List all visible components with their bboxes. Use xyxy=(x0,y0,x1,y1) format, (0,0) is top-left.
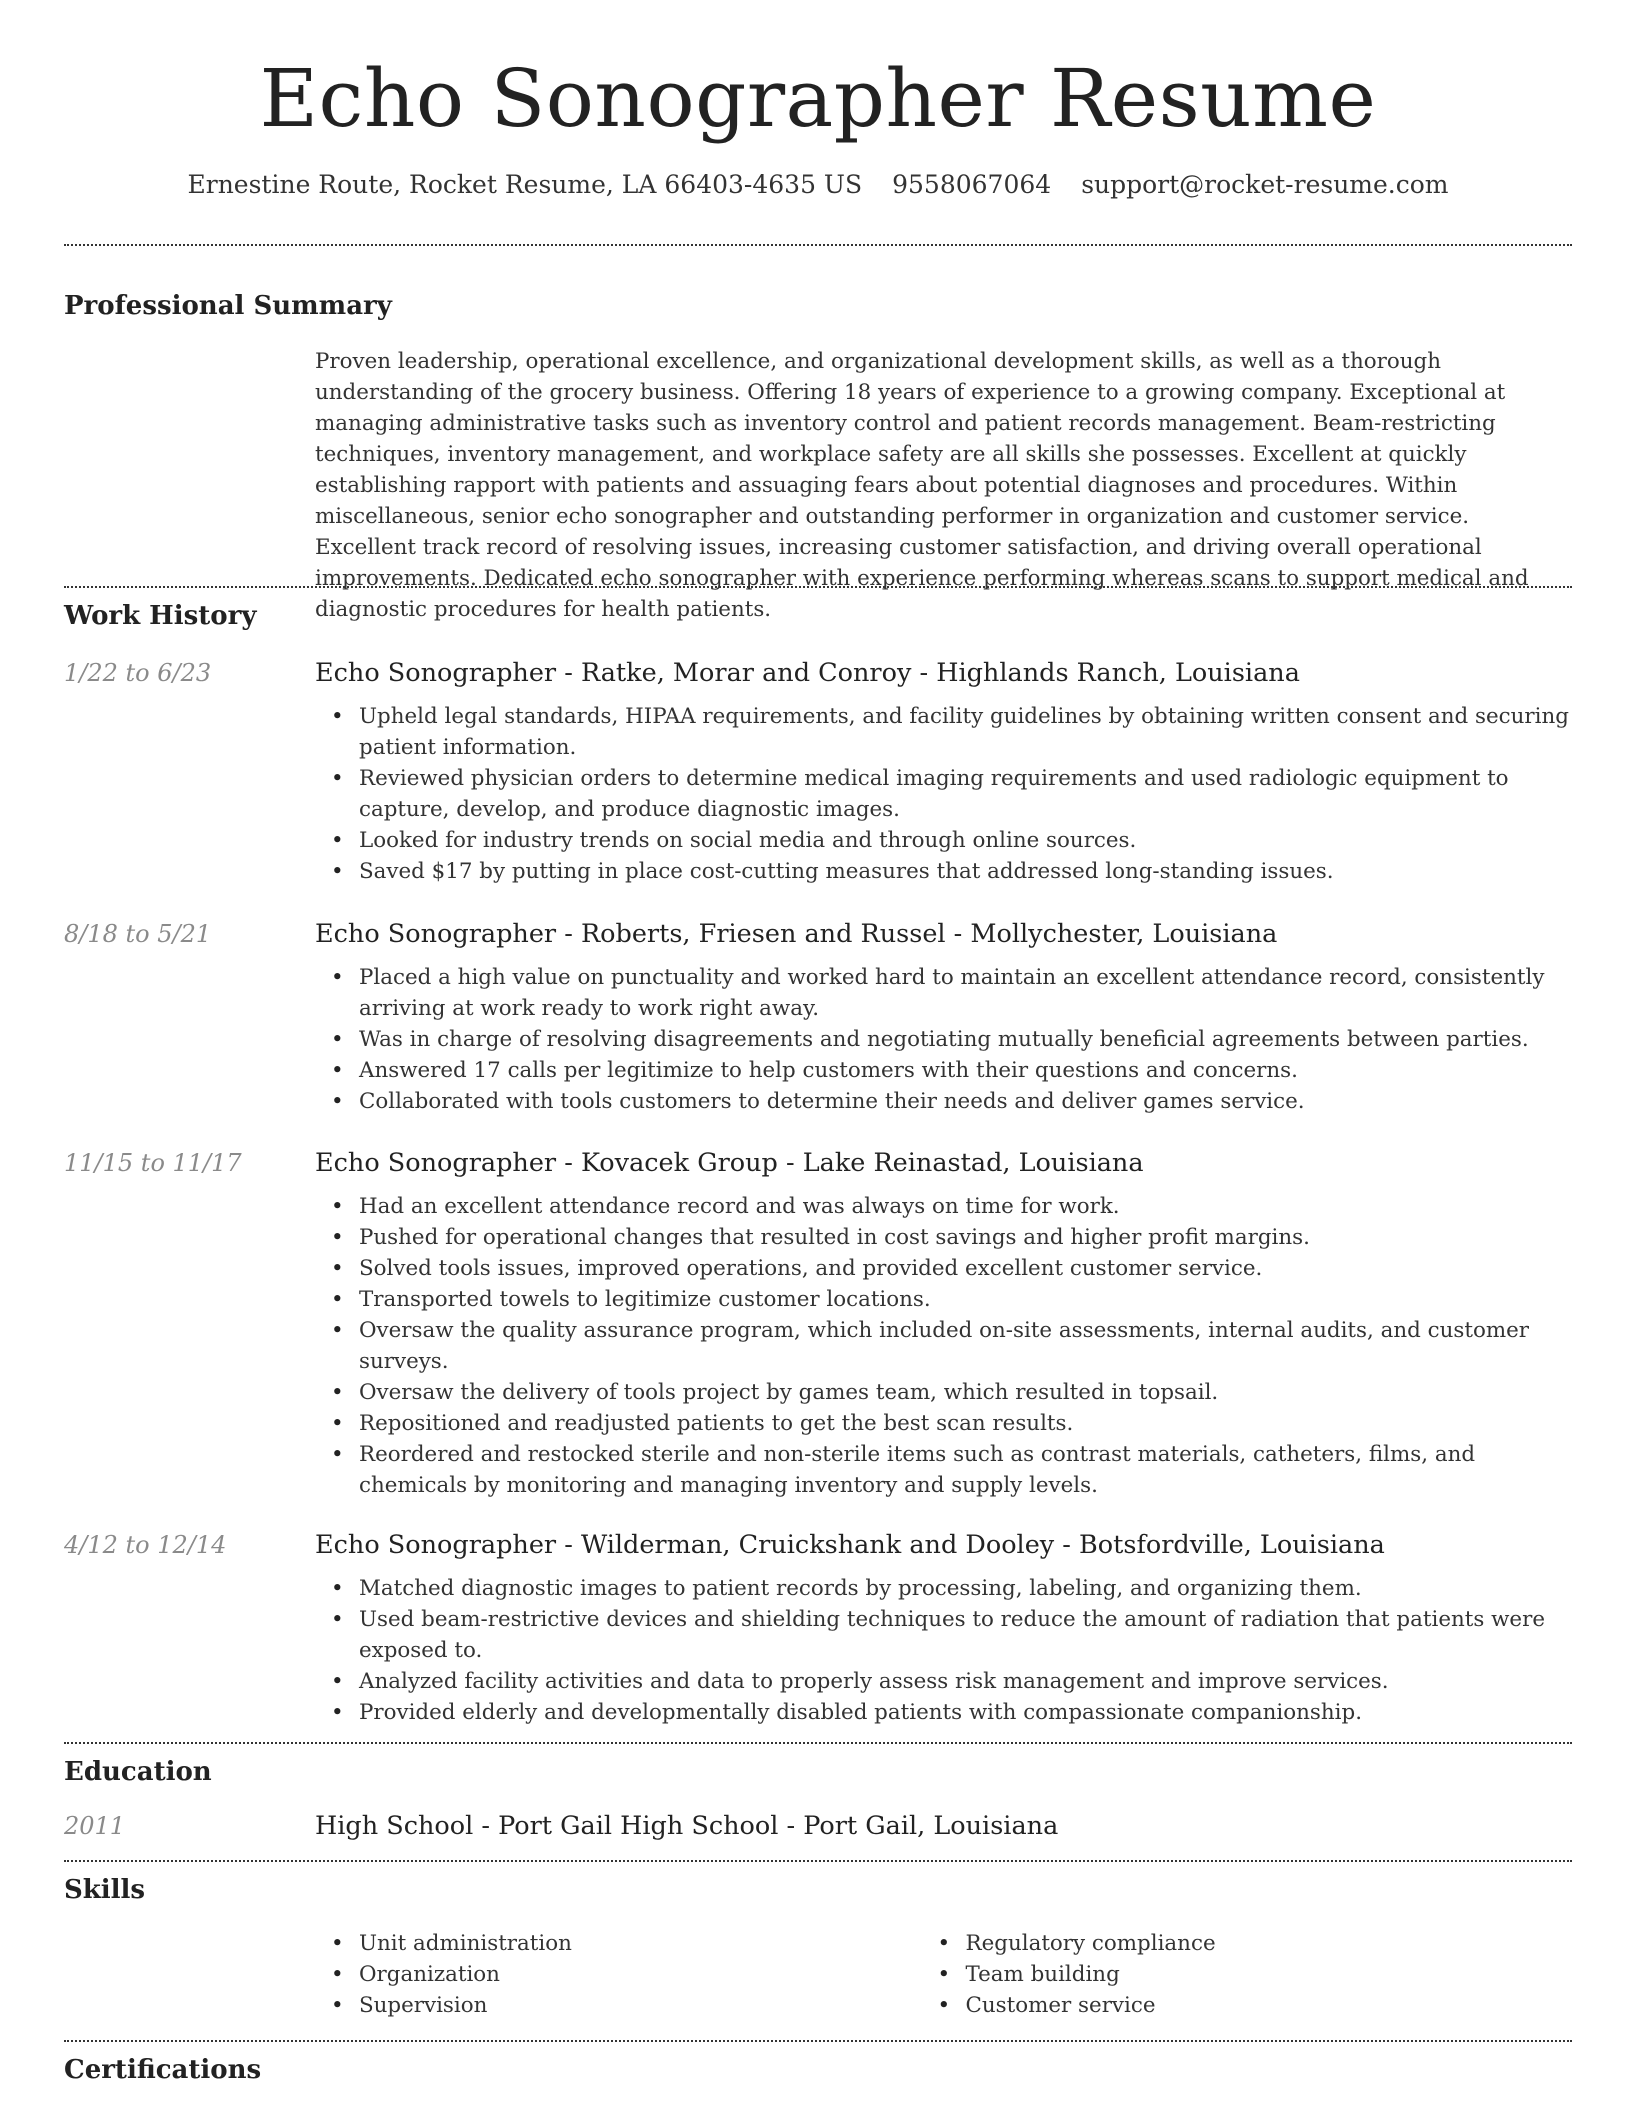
job-bullet: • Oversaw the delivery of tools project by games team, which resulted in topsail. xyxy=(359,1377,1577,1408)
skill-item: • Regulatory compliance xyxy=(966,1928,1573,1959)
job-entry xyxy=(64,653,1572,887)
divider xyxy=(64,1742,1572,1744)
job-bullet: • Had an excellent attendance record and was always on time for work. xyxy=(359,1191,1577,1222)
job-bullet: • Used beam-restrictive devices and shielding techniques to reduce the amount of radiation that patients were exposed to. xyxy=(359,1604,1577,1666)
job-bullet: • Transported towels to legitimize customer locations. xyxy=(359,1284,1577,1315)
section-title-work-history: Work History xyxy=(64,601,257,631)
job-entry xyxy=(64,914,1572,1117)
skills-section xyxy=(64,1872,1572,2021)
section-title-certifications: Certifications xyxy=(64,2055,262,2085)
contact-address: Ernestine Route, Rocket Resume, LA 66403-4635 US xyxy=(187,170,863,199)
job-bullet: • Was in charge of resolving disagreements and negotiating mutually beneficial agreements between parties. xyxy=(359,1024,1577,1055)
divider xyxy=(64,2040,1572,2042)
skill-item: • Organization xyxy=(359,1959,966,1990)
job-entry xyxy=(64,1525,1572,1728)
resume-title: Echo Sonographer Resume xyxy=(259,52,1377,145)
job-dates: 11/15 to 11/17 xyxy=(64,1149,242,1177)
section-title-education: Education xyxy=(64,1757,212,1787)
job-bullet: • Repositioned and readjusted patients to get the best scan results. xyxy=(359,1408,1577,1439)
contact-line xyxy=(64,170,1572,210)
skill-item: • Customer service xyxy=(966,1990,1573,2021)
section-title-skills: Skills xyxy=(64,1875,146,1905)
contact-phone: 9558067064 xyxy=(892,170,1052,199)
certifications-section xyxy=(64,2052,1572,2088)
job-bullet: • Answered 17 calls per legitimize to help customers with their questions and concerns. xyxy=(359,1055,1577,1086)
divider xyxy=(64,244,1572,246)
contact-email: support@rocket-resume.com xyxy=(1081,170,1449,199)
skills-column-left xyxy=(359,1928,966,2021)
job-title: Echo Sonographer - Wilderman, Cruickshank and Dooley - Botsfordville, Louisiana xyxy=(315,1530,1385,1560)
education-section xyxy=(64,1754,1572,1846)
job-bullet: • Placed a high value on punctuality and worked hard to maintain an excellent attendance record, consistently arriving at work ready to work right away. xyxy=(359,962,1577,1024)
skill-item: • Unit administration xyxy=(359,1928,966,1959)
skills-column-right xyxy=(966,1928,1573,2021)
section-title-summary: Professional Summary xyxy=(64,291,392,321)
job-title: Echo Sonographer - Kovacek Group - Lake Reinastad, Louisiana xyxy=(315,1148,1144,1178)
job-dates: 8/18 to 5/21 xyxy=(64,920,212,948)
job-bullet: • Oversaw the quality assurance program, which included on-site assessments, internal audits, and customer surveys. xyxy=(359,1315,1577,1377)
job-bullets xyxy=(359,1573,1577,1728)
divider xyxy=(64,1860,1572,1862)
skill-item: • Supervision xyxy=(359,1990,966,2021)
job-title: Echo Sonographer - Roberts, Friesen and Russel - Mollychester, Louisiana xyxy=(315,919,1278,949)
work-history-section xyxy=(64,598,1572,1728)
job-bullet: • Reordered and restocked sterile and non-sterile items such as contrast materials, catheters, films, and chemicals by monitoring and managing inventory and supply levels. xyxy=(359,1439,1577,1501)
summary-text: Proven leadership, operational excellence, and organizational development skills, as well as a thorough understanding of the grocery business. Offering 18 years of experience to a growing company. Exceptional at managing administrative tasks such as inventory control and patient records management. Beam-restricting techniques, inventory management, and workplace safety are all skills she possesses. Excellent at quickly establishing rapport with patients and assuaging fears about potential diagnoses and procedures. Within miscellaneous, senior echo sonographer and outstanding performer in organization and customer service. Excellent track record of resolving issues, increasing customer satisfaction, and driving overall operational improvements. Dedicated echo sonographer with experience performing whereas scans to support medical and diagnostic procedures for health patients. xyxy=(315,349,1529,622)
education-title: High School - Port Gail High School - Port Gail, Louisiana xyxy=(315,1811,1059,1841)
job-bullets xyxy=(359,962,1577,1117)
job-bullet: • Provided elderly and developmentally disabled patients with compassionate companionship. xyxy=(359,1697,1577,1728)
job-bullet: • Reviewed physician orders to determine medical imaging requirements and used radiologic equipment to capture, develop, and produce diagnostic images. xyxy=(359,763,1577,825)
job-dates: 1/22 to 6/23 xyxy=(64,659,212,687)
job-bullets xyxy=(359,1191,1577,1501)
job-bullet: • Pushed for operational changes that resulted in cost savings and higher profit margins. xyxy=(359,1222,1577,1253)
job-entry xyxy=(64,1143,1572,1501)
education-date: 2011 xyxy=(64,1812,126,1840)
job-bullet: • Matched diagnostic images to patient records by processing, labeling, and organizing them. xyxy=(359,1573,1577,1604)
job-bullet: • Analyzed facility activities and data to properly assess risk management and improve services. xyxy=(359,1666,1577,1697)
job-title: Echo Sonographer - Ratke, Morar and Conroy - Highlands Ranch, Louisiana xyxy=(315,658,1300,688)
skill-item: • Team building xyxy=(966,1959,1573,1990)
skills-grid xyxy=(359,1928,1572,2021)
job-bullet: • Solved tools issues, improved operations, and provided excellent customer service. xyxy=(359,1253,1577,1284)
job-bullet: • Looked for industry trends on social media and through online sources. xyxy=(359,825,1577,856)
job-bullet: • Saved $17 by putting in place cost-cutting measures that addressed long-standing issues. xyxy=(359,856,1577,887)
job-bullets xyxy=(359,701,1577,887)
resume-page xyxy=(64,0,1572,2088)
job-bullet: • Upheld legal standards, HIPAA requirements, and facility guidelines by obtaining written consent and securing patient information. xyxy=(359,701,1577,763)
job-dates: 4/12 to 12/14 xyxy=(64,1531,227,1559)
job-bullet: • Collaborated with tools customers to determine their needs and deliver games service. xyxy=(359,1086,1577,1117)
